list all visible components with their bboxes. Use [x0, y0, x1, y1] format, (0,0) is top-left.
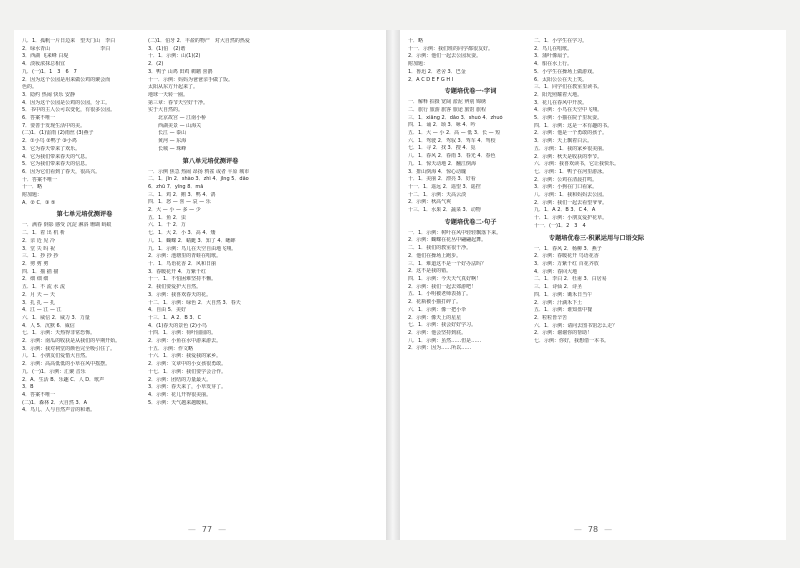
- answer-line: 五．1．小明被老师表扬了。: [408, 291, 472, 298]
- answer-line: 色的。: [22, 84, 38, 91]
- left-page: [14, 30, 400, 540]
- answer-line: 十．1．示例：山(1)(2): [148, 53, 201, 60]
- answer-line: 五．1．大 — 小 2．高 — 低 3．长 — 短: [408, 130, 501, 137]
- answer-line: 十．1．美丽 2．漂亮 3．好看: [408, 176, 476, 183]
- answer-line: 八．1．小朋友们爱惜大自然。: [22, 353, 91, 360]
- answer-line: 4．示例：春回大地: [534, 268, 578, 275]
- answer-line: 2．示例：我们一起去郊游吧！: [408, 283, 477, 290]
- answer-line: 七．示例：1．鸭子在河里游泳。: [534, 168, 608, 175]
- answer-line: 3．堂 失 吗 祝: [22, 245, 55, 252]
- answer-line: 八．1．蝴蝶 2．蜻蜓 3．知了 4．蟋蟀: [148, 237, 236, 244]
- answer-line: 2．月 天 — 天: [22, 291, 55, 298]
- answer-line: 4．因为这个公园是公鸡的公园，分工。: [22, 99, 111, 106]
- answer-line: 三．1．难道这不是一个好办法吗？: [408, 260, 487, 267]
- answer-line: 十三．1．A 2．B 3．C: [148, 314, 202, 321]
- answer-line: 五．示例：1．我的家乡很美丽。: [534, 145, 608, 152]
- answer-line: 五．1．鱼 2．虫: [148, 214, 186, 221]
- answer-line: 三．1．抄 抄 抄: [22, 253, 59, 260]
- section-heading: 第七单元培优测评卷: [56, 211, 113, 219]
- answer-line: 六．1．示例：像一把小伞: [408, 306, 467, 313]
- answer-line: 十六．1．示例：我爱我的家乡。: [148, 353, 222, 360]
- column-1: [22, 38, 147, 415]
- answer-line: 2．示例：秋天是收获的季节。: [534, 153, 603, 160]
- page-gutter: [386, 30, 400, 540]
- answer-line: 3．鸭子 山鸡 田鸡 鹈鹕 喜鹊: [148, 68, 213, 75]
- answer-line: 附加题：: [408, 61, 429, 68]
- answer-line: 3．示例：天上飘着白云。: [534, 138, 593, 145]
- answer-line: 2．示例：他会坚持到底。: [408, 329, 467, 336]
- answer-line: 5．它为我们带来春天的信息。: [22, 161, 91, 168]
- page-number-left: — 77 —: [14, 525, 400, 534]
- answer-line: 十二．1．示例：天高云淡: [408, 191, 467, 198]
- answer-line: 三．1．鸡 2．鹅 3．鸭 4．鸽: [148, 191, 216, 198]
- answer-line: 十一．1．遥远 2．遥望 3．遥控: [408, 183, 481, 190]
- answer-line: (二)1．森林 2．大自然 3．A: [22, 399, 88, 406]
- answer-line: 六．示例：我喜欢读书，它让我快乐。: [534, 161, 620, 168]
- answer-line: 4．示例：花儿开得很美丽。: [148, 391, 212, 398]
- answer-line: A．② C．③ ⑤: [22, 199, 56, 206]
- answer-line: 3．示例：万紫千红 百花齐放: [534, 260, 599, 267]
- answer-line: 八．1．示例：虽然……但是……: [408, 337, 482, 344]
- answer-line: 十．答案不唯一: [22, 176, 58, 183]
- answer-line: 七．1．大 2．小 3．高 4．矮: [148, 230, 216, 237]
- answer-line: 长城 — 珠峰: [148, 145, 187, 152]
- answer-line: 5．书中的主人公可以变化，有很多公园。: [22, 107, 116, 114]
- answer-line: 十一．示例：妈妈为爸爸亲手做了饭。: [148, 76, 234, 83]
- answer-line: 2．示例：团结的力量最大。: [148, 376, 212, 383]
- column-2: [148, 38, 273, 407]
- answer-line: 2．示例：文章中的小女孩很勇敢。: [148, 361, 227, 368]
- answer-line: 3．(1)伯 (2)谐: [148, 45, 186, 52]
- answer-line: 二．旅行 旅游 旅客 旅途 旅馆 旅程: [408, 106, 486, 113]
- answer-line: 三．1．xiāng 2．dǎo 3．shuò 4．zhuó: [408, 114, 503, 121]
- answer-line: 2．细 细 细: [22, 276, 49, 283]
- answer-line: 一．1．示例：树叶在风中轻轻飘落下来。: [408, 229, 502, 236]
- answer-line: 1．鲁迅 2．老舍 3．巴金: [408, 68, 466, 75]
- answer-line: 八．1．春风 2．春雨 3．春光 4．春色: [408, 153, 496, 160]
- answer-line: 2．剪 剪 剪: [22, 260, 49, 267]
- answer-line: 2．示例：他们一起去公园玩耍。: [408, 53, 482, 60]
- answer-line: 2．A．生活 B．乐趣 C．人 D．歌声: [22, 376, 105, 383]
- answer-line: 七．1．示例：天热得非常恐怖。: [22, 330, 96, 337]
- answer-line: 八．1．孤帆一片日边来 望天门山 李白: [22, 38, 116, 44]
- answer-line: 3．扎 扎 — 扎: [22, 299, 55, 306]
- answer-line: 太阳从东方升起来了。: [148, 84, 199, 91]
- answer-line: 2．这不是我的错。: [408, 268, 452, 275]
- answer-line: 八．示例：1．我和妈妈去公园。: [534, 192, 608, 199]
- answer-line: 二．1．我们的教室很干净。: [408, 245, 472, 252]
- answer-line: 七．1．示例：我会好好学习。: [408, 322, 477, 329]
- answer-line: 二．1．李白 2．杜甫 3．白居易: [534, 276, 607, 283]
- answer-line: 一．1．春风 2．杨柳 3．燕子: [534, 245, 602, 252]
- answer-line: 2．示例：我们一起去看望爷爷。: [534, 199, 608, 206]
- answer-line: 十七．1．示例：我们要学会合作。: [148, 368, 227, 375]
- answer-line: 2．示例：南瓜的收获是从我们的早期开始。: [22, 338, 121, 345]
- answer-line: 7．要善于发现生活中的美。: [22, 122, 86, 129]
- answer-line: 地球一天转一圈。: [148, 91, 189, 98]
- answer-line: 2．示例：春暖花开 鸟语花香: [534, 253, 599, 260]
- answer-line: 十一．(一)1．2 3 4: [534, 222, 586, 229]
- answer-line: 2．示例：高高低低的小草在风中摇摆。: [22, 361, 111, 368]
- answer-line: 2．亲 近 见 冷: [22, 237, 55, 244]
- answer-line: 2．示例：蝴蝶在花丛中翩翩起舞。: [408, 237, 487, 244]
- answer-line: 3．B: [22, 384, 34, 391]
- answer-line: 3．示例：我喜欢春天的花。: [148, 291, 212, 298]
- answer-line: (二)1．(1)雷雨 (2)雨丝 (3)燕子: [22, 130, 94, 137]
- answer-line: 2．阳光照耀着大地。: [534, 91, 583, 98]
- answer-line: 十．略: [408, 38, 424, 44]
- right-page: [400, 30, 786, 540]
- answer-line: 5．示例：小猫在院子里玩耍。: [534, 115, 603, 122]
- answer-line: 3．它为春天带来了欢乐。: [22, 145, 81, 152]
- answer-line: 2．示例：汗滴禾下土: [534, 299, 583, 306]
- answer-line: 3．示例：春天来了，小草发芽了。: [148, 384, 227, 391]
- answer-line: 6．太阳公公在天上笑。: [534, 76, 588, 83]
- section-heading: 第八单元培优测评卷: [182, 157, 239, 165]
- answer-line: 2．绿水青山 李白: [22, 45, 111, 52]
- answer-line: 4．淡妆浓抹总相宜: [22, 61, 96, 68]
- answer-line: 四．1．描 描 描: [22, 268, 59, 275]
- answer-line: 九．1．A 2．B 3．C 4．A: [534, 207, 596, 214]
- answer-line: 2．粒粒皆辛苦: [534, 314, 568, 321]
- answer-line: 三．1．诗仙 2．诗圣: [534, 284, 582, 291]
- answer-line: 2．示例：他是一个勇敢的孩子。: [534, 130, 608, 137]
- answer-line: 九．1．示例：鸟儿在天空自由地飞翔。: [148, 245, 237, 252]
- answer-line: 十一．示例：我们班的同学都很友好。: [408, 45, 494, 52]
- answer-line: 九．(一)1．1 3 6 7: [22, 68, 77, 75]
- answer-line: 4．自由 5．美好: [148, 307, 186, 314]
- column-3: [408, 38, 533, 353]
- answer-line: 2．鸟儿在唱歌。: [534, 45, 573, 52]
- answer-line: 3．排山倒海 4．惊心动魄: [408, 168, 466, 175]
- answer-line: 十一．略: [22, 184, 43, 191]
- answer-line: 3．花儿在春风中开放。: [534, 99, 588, 106]
- answer-line: 十一．1．不怕困难坚持不懈。: [148, 276, 217, 283]
- answer-line: 5．小学生在操场上做游戏。: [534, 68, 598, 75]
- answer-line: 2．示例：秋高气爽: [408, 199, 452, 206]
- answer-line: 2．示例：像天上的星星: [408, 314, 462, 321]
- answer-line: 6．zhū 7．yīng 8．mǎ: [148, 183, 204, 190]
- answer-line: 3．春暖花开 4．万紫千红: [148, 268, 206, 275]
- answer-line: 2．示例：池塘里的青蛙在唱歌。: [148, 253, 222, 260]
- answer-line: 2．因为这个公园是用来做公鸡的聚会而: [22, 76, 111, 83]
- answer-line: (二)1．伯牙 2．丰盈的物产 对大自然的热爱: [148, 38, 250, 44]
- answer-line: 3．隐约 热闹 快乐 安静: [22, 91, 75, 98]
- section-heading: 专题培优卷一·字词: [444, 88, 497, 96]
- answer-line: 4．人 5．沉默 6．威信: [22, 322, 75, 329]
- answer-line: 2．示例：小鱼在水中游来游去。: [148, 338, 222, 345]
- answer-line: 十三．1．水果 2．蔬菜 3．动物: [408, 207, 481, 214]
- section-heading: 专题培优卷二·句子: [444, 218, 497, 226]
- answer-line: 西湖美景 — 山海关: [148, 122, 202, 129]
- answer-line: 六．1．威信 2．威力 3．力量: [22, 314, 90, 321]
- answer-line: 四．1．诵 2．颂 3．咏 4．吟: [408, 122, 476, 129]
- answer-line: 九．(一)1．示例：汇聚 音乐: [22, 368, 86, 375]
- page-number-right: — 78 —: [400, 525, 786, 534]
- answer-line: 6．答案不唯一: [22, 115, 81, 122]
- answer-line: 3．西湖 飞来峰 白堤: [22, 53, 94, 60]
- answer-line: 十五．示例：作文略: [148, 345, 194, 352]
- answer-line: 十．1．示例：小朋友爱护花草。: [534, 215, 608, 222]
- answer-line: 4．鸟儿、人与自然声音的和谐。: [22, 407, 96, 414]
- answer-line: 七．示例：你好，我想借一本书。: [534, 338, 610, 345]
- answer-line: 二．1．小学生在学习。: [534, 38, 588, 44]
- answer-line: 4．江 — 江 — 江: [22, 307, 62, 314]
- answer-line: 一．满春 倒影 感受 沉淀 淋浴 珊瑚 蚂蚁: [22, 222, 112, 229]
- answer-line: 长江 — 泰山: [148, 130, 187, 137]
- answer-line: 十．1．鸟语花香 2．风和日丽: [148, 260, 216, 267]
- answer-line: 2．我们要爱护大自然。: [148, 284, 202, 291]
- answer-line: 附加题：: [22, 192, 43, 199]
- answer-line: 2．示例：因为……所以……: [408, 345, 472, 352]
- answer-line: 6．因为它们看到了春天，很高兴。: [22, 168, 101, 175]
- column-4: [534, 38, 659, 346]
- answer-line: 三．1．同学们在教室里读书。: [534, 84, 603, 91]
- answer-line: 4．船在水上行。: [534, 61, 573, 68]
- answer-line: 九．1．惊天动地 2．翻江倒海: [408, 160, 476, 167]
- answer-line: 六．1．千 2．万: [148, 222, 186, 229]
- answer-line: 实于大自然的。: [148, 107, 184, 114]
- answer-line: 3．示例：小狗在门口看家。: [534, 184, 598, 191]
- answer-line: 二．1．着 出 机 析: [22, 230, 65, 237]
- answer-line: 六．1．驾驶 2．驾驭 3．驾车 4．驾校: [408, 137, 496, 144]
- answer-line: 2．①小鸟 ②鸭子 ③小鸡: [22, 138, 77, 145]
- answer-line: 黄河 — 东海: [148, 138, 187, 145]
- answer-line: 2．(2): [148, 61, 164, 68]
- answer-line: 一．解释 拍摄 宽阔 淤泥 辨别 锦绣: [408, 99, 486, 106]
- answer-line: 五．1．不 流 水 流: [22, 284, 65, 291]
- answer-line: 2．花瓶被小猫打碎了。: [408, 299, 462, 306]
- answer-line: 四．1．示例：锄禾日当午: [534, 291, 593, 298]
- answer-line: 4．它为我们带来春天的气息。: [22, 153, 91, 160]
- answer-line: 十四．1．示例：荷叶圆圆的。: [148, 330, 217, 337]
- answer-line: 十二．1．示例：绿色 2．大自然 3．春天: [148, 299, 241, 306]
- answer-line: 北京故宫 — 江南小桥: [148, 115, 207, 122]
- answer-line: 2．示例：谢谢你的帮助！: [534, 330, 593, 337]
- answer-line: 2．示例：公鸡在清晨打鸣。: [534, 176, 598, 183]
- answer-line: 第三章：春节天空好干净。: [148, 99, 209, 106]
- answer-line: 4．示例：小鸟在天空中飞翔。: [534, 107, 603, 114]
- answer-line: 七．1．寻 2．找 3．搜 4．觅: [408, 145, 476, 152]
- answer-line: 4．(1)春天的景色 (2)小鸟: [148, 322, 207, 329]
- section-heading: 专题培优卷三·积累运用与口语交际: [548, 234, 645, 242]
- answer-line: 五．1．示例：谁知盘中餐: [534, 307, 593, 314]
- answer-line: 3．示例：我对祠堂的颜色完全吸引住了。: [22, 345, 116, 352]
- answer-line: 四．1．示例：这是一本有趣的书。: [534, 122, 613, 129]
- answer-line: 四．1．怒 — 喜 — 哀 — 乐: [148, 199, 211, 206]
- answer-line: 2．A C D E F G H I: [408, 76, 454, 83]
- answer-line: 四．1．示例：今天天气真好啊！: [408, 275, 482, 282]
- answer-line: 4．答案不唯一: [22, 391, 56, 398]
- answer-line: 2．他们在操场上跑步。: [408, 252, 462, 259]
- answer-line: 一．示例 焦急 热闹 昂扬 鸦雀 或者 平原 城市: [148, 168, 250, 175]
- answer-line: 二．1．jīn 2．shào 3．zhì 4．jǐng 5．dǎo: [148, 176, 249, 183]
- answer-line: 5．示例：天气越来越暖和。: [148, 399, 212, 406]
- answer-line: 六．1．示例：请问去图书馆怎么走？: [534, 322, 618, 329]
- answer-line: 3．蒲叶像扇子。: [534, 53, 573, 60]
- answer-line: 2．大 — 小 — 多 — 少: [148, 207, 201, 214]
